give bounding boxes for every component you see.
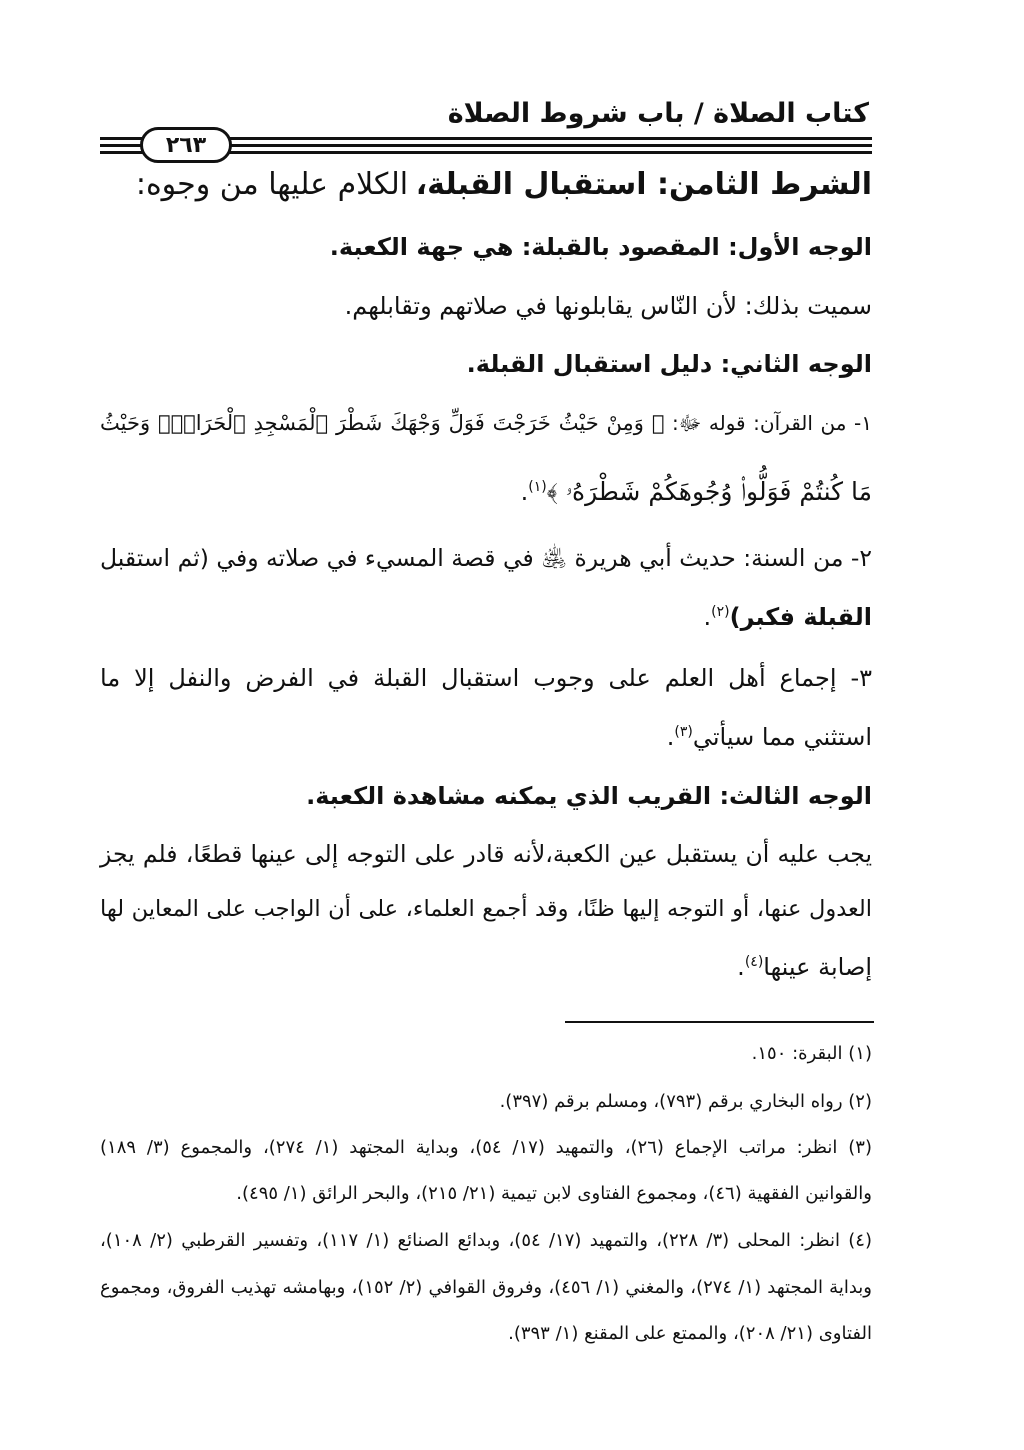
footnote-3-line-2: والقوانين الفقهية (٤٦)، ومجموع الفتاوى لابن تيمية (٢١/ ٢١٥)، والبحر الرائق (١/ ٤٩٥).	[236, 1183, 872, 1204]
footnote-4-line-3: الفتاوى (٢١/ ٢٠٨)، والممتع على المقنع (١/ ٣٩٣).	[508, 1323, 872, 1344]
face-1-reason: سميت بذلك: لأن النّاس يقابلونها في صلاتهم وتقابلهم.	[344, 292, 872, 320]
evidence-consensus-line-1: ٣- إجماع أهل العلم على وجوب استقبال القبلة في الفرض والنفل إلا ما	[100, 664, 872, 692]
sentence-period: .	[666, 723, 675, 751]
footnote-marker: (٤)	[744, 954, 764, 970]
footnote-3-line-1: (٣) انظر: مراتب الإجماع (٢٦)، والتمهيد (١٧/ ٥٤)، وبداية المجتهد (١/ ٢٧٤)، والمجموع (٣/ ١٨٩)	[100, 1137, 872, 1158]
footnote-marker: (٣)	[674, 724, 693, 740]
face-3-line-2: العدول عنها، أو التوجه إليها ظنًا، وقد أجمع العلماء، على أن الواجب على المعاين لها	[100, 896, 872, 922]
face-2-heading: الوجه الثاني: دليل استقبال القبلة.	[466, 350, 872, 378]
footnote-marker: (٢)	[711, 604, 730, 620]
footnote-4-line-2: وبداية المجتهد (١/ ٢٧٤)، والمغني (١/ ٤٥٦)، وفروق القوافي (٢/ ١٥٢)، وبهامشه تهذيب الفروق، ومجموع	[100, 1277, 872, 1298]
evidence-quran-line-1	[100, 413, 872, 434]
consensus-text: استثني مما سيأتي	[692, 723, 872, 751]
section-heading-rest: الكلام عليها من وجوه:	[135, 167, 409, 202]
footnote-2: (٢) رواه البخاري برقم (٧٩٣)، ومسلم برقم (٣٩٧).	[499, 1091, 872, 1112]
section-heading-bold: الشرط الثامن: استقبال القبلة،	[415, 167, 872, 202]
footnote-1: (١) البقرة: ١٥٠.	[751, 1043, 872, 1064]
quran-verse-part-1: ﴿ وَمِنْ حَيْثُ خَرَجْتَ فَوَلِّ وَجْهَكَ شَطْرَ ٱلْمَسْجِدِ ٱلْحَرَامِۚ وَحَيْثُ	[100, 411, 665, 435]
evidence-consensus-line-2	[667, 725, 872, 749]
evidence-sunnah-line-1: ٢- من السنة: حديث أبي هريرة ﵁ في قصة المسيء في صلاته وفي (ثم استقبل	[100, 544, 872, 572]
footnote-4-line-1: (٤) انظر: المحلى (٣/ ٢٢٨)، والتمهيد (١٧/ ٥٤)، وبدائع الصنائع (١/ ١١٧)، وتفسير القرطبي (٢/ ١٠٨)،	[100, 1230, 872, 1251]
hadith-quote: القبلة فكبر)	[729, 603, 872, 631]
sentence-period: .	[703, 603, 712, 631]
page-number-badge: ٢٦٣	[140, 127, 232, 163]
footnote-separator	[565, 1021, 874, 1023]
evidence-sunnah-line-2	[704, 605, 873, 629]
evidence-quran-line-2	[521, 479, 872, 504]
running-header-title: كتاب الصلاة / باب شروط الصلاة	[447, 98, 869, 129]
sentence-period: .	[520, 478, 529, 506]
evidence-quran-intro: ١- من القرآن: قوله ﷻ:	[672, 411, 872, 435]
face-3-line-1: يجب عليه أن يستقبل عين الكعبة،لأنه قادر على التوجه إلى عينها قطعًا، فلم يجز	[100, 840, 872, 868]
face-3-line-3	[737, 955, 872, 979]
section-heading	[135, 167, 872, 202]
face-3-heading: الوجه الثالث: القريب الذي يمكنه مشاهدة الكعبة.	[306, 782, 872, 810]
sentence-period: .	[737, 953, 745, 981]
face-1-heading: الوجه الأول: المقصود بالقبلة: هي جهة الكعبة.	[329, 233, 872, 261]
footnote-marker: (١)	[528, 479, 547, 495]
face-3-text: إصابة عينها	[763, 953, 872, 981]
quran-verse-part-2: مَا كُنتُمْ فَوَلُّوا۟ وُجُوهَكُمْ شَطْرَهُۥ ﴾	[546, 477, 872, 506]
